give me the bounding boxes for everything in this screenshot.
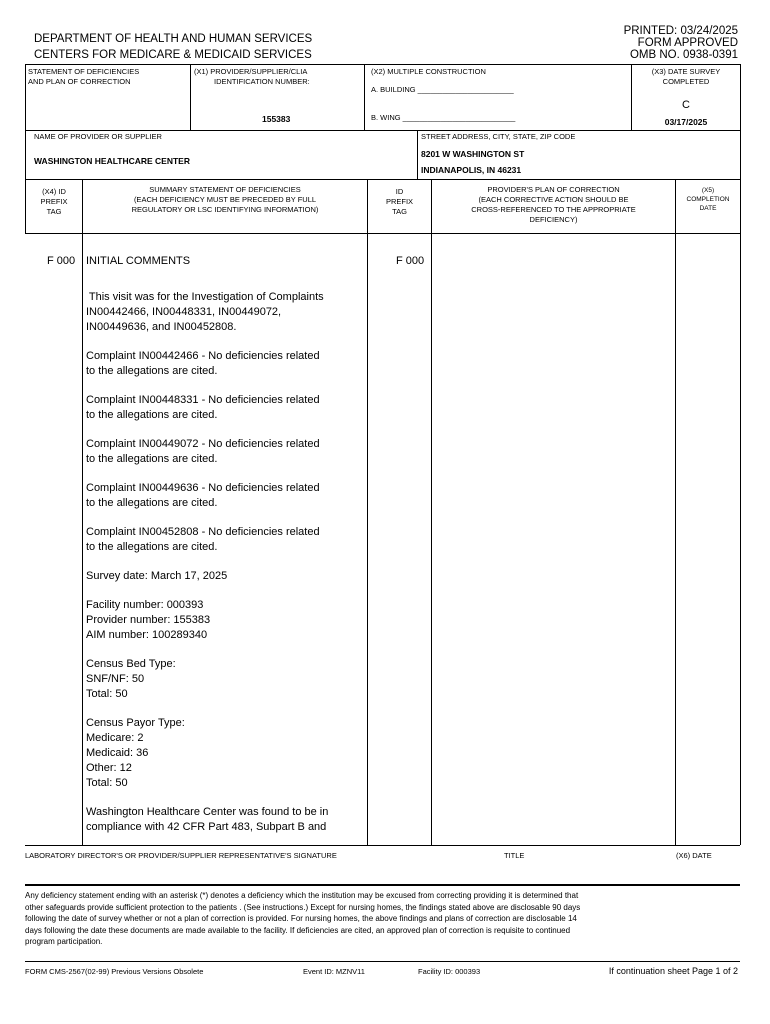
address-city: INDIANAPOLIS, IN 46231 <box>421 165 522 175</box>
comment-line: to the allegations are cited. <box>86 409 218 421</box>
continuation-note: If continuation sheet Page 1 of 2 <box>608 966 738 976</box>
tag-prefix-left: F 000 <box>47 255 76 267</box>
comment-line: Medicare: 2 <box>86 732 144 744</box>
disclaimer-line: following the date of survey whether or not a plan of correction is provided. For nursing homes, the above findings and plans of correction are disclosable 14 <box>25 914 577 923</box>
comment-line: Census Bed Type: <box>86 658 176 670</box>
form-approved: FORM APPROVED <box>637 37 738 49</box>
statement-label: STATEMENT OF DEFICIENCIES AND PLAN OF CORRECTION <box>28 67 140 86</box>
comment-line: compliance with 42 CFR Part 483, Subpart B and <box>86 821 327 833</box>
facility-id: Facility ID: 000393 <box>418 967 481 976</box>
x3-label: (X3) DATE SURVEY COMPLETED <box>651 67 721 86</box>
x2-wing: B. WING ___________________________ <box>371 113 516 122</box>
comment-line: to the allegations are cited. <box>86 453 218 465</box>
omb-number: OMB NO. 0938-0391 <box>629 49 738 61</box>
disclaimer-line: Any deficiency statement ending with an asterisk (*) denotes a deficiency which the institution may be excused from correcting providing it is determined that <box>25 891 579 900</box>
comment-line: Provider number: 155383 <box>86 614 211 626</box>
address-label: STREET ADDRESS, CITY, STATE, ZIP CODE <box>421 132 576 141</box>
comment-line: Washington Healthcare Center was found to be in <box>86 806 329 818</box>
event-id: Event ID: MZNV11 <box>303 967 365 976</box>
comment-line: IN00442466, IN00448331, IN00449072, <box>86 306 282 318</box>
comment-line: Total: 50 <box>86 777 128 789</box>
disclaimer-line: program participation. <box>25 937 103 946</box>
comment-line: Census Payor Type: <box>86 717 185 729</box>
comment-line: Other: 12 <box>86 762 132 774</box>
title-label: TITLE <box>504 851 525 860</box>
x3-c: C <box>682 99 690 111</box>
tag-prefix-right: F 000 <box>396 255 425 267</box>
comment-line: Complaint IN00452808 - No deficiencies related <box>86 526 320 538</box>
comment-paragraph <box>86 349 366 379</box>
section-title: INITIAL COMMENTS <box>86 255 191 267</box>
signature-label: LABORATORY DIRECTOR'S OR PROVIDER/SUPPLIER REPRESENTATIVE'S SIGNATURE <box>25 851 337 860</box>
address-street: 8201 W WASHINGTON ST <box>421 149 525 159</box>
comment-line: Facility number: 000393 <box>86 599 204 611</box>
comment-paragraph <box>86 569 366 584</box>
comment-line: to the allegations are cited. <box>86 541 218 553</box>
comment-line: to the allegations are cited. <box>86 365 218 377</box>
comment-paragraph <box>86 598 366 643</box>
provider-label: NAME OF PROVIDER OR SUPPLIER <box>34 132 162 141</box>
comment-paragraph <box>86 805 366 835</box>
comment-paragraph <box>86 657 366 702</box>
comment-line: Complaint IN00442466 - No deficiencies related <box>86 350 320 362</box>
comment-line: Complaint IN00449636 - No deficiencies related <box>86 482 320 494</box>
comment-line: Complaint IN00448331 - No deficiencies related <box>86 394 320 406</box>
disclaimer-line: other safeguards provide sufficient protection to the patients . (See instructions.) Except for nursing homes, the findings stated above are disclosable 90 days <box>25 902 581 912</box>
plan-header: PROVIDER'S PLAN OF CORRECTION (EACH CORRECTIVE ACTION SHOULD BE CROSS-REFERENCED TO THE APPROPRIATE DEFICIENCY) <box>471 185 636 224</box>
comment-line: Total: 50 <box>86 688 128 700</box>
survey-date: 03/17/2025 <box>664 117 708 127</box>
disclaimer-line: days following the date these documents are made available to the facility. If deficiencies are cited, an approved plan of correction is requisite to continued <box>25 925 571 935</box>
comment-line: Survey date: March 17, 2025 <box>86 570 228 582</box>
date-label: (X6) DATE <box>676 851 712 860</box>
provider-number: 155383 <box>262 114 291 124</box>
disclaimer <box>25 890 580 948</box>
comment-paragraph <box>86 525 366 555</box>
comment-line: Complaint IN00449072 - No deficiencies related <box>86 438 320 450</box>
comments-body <box>86 290 366 849</box>
comment-paragraph <box>86 716 366 791</box>
x2-building: A. BUILDING _______________________ <box>371 85 514 94</box>
x5-header: (X5) COMPLETION DATE <box>686 187 730 212</box>
comment-line: Medicaid: 36 <box>86 747 149 759</box>
comment-line: to the allegations are cited. <box>86 497 218 509</box>
comment-paragraph <box>86 393 366 423</box>
summary-header: SUMMARY STATEMENT OF DEFICIENCIES (EACH DEFICIENCY MUST BE PRECEDED BY FULL REGULATORY OR LSC IDENTIFYING INFORMATION) <box>131 185 319 214</box>
comment-line: IN00449636, and IN00452808. <box>86 321 237 333</box>
x1-label: (X1) PROVIDER/SUPPLIER/CLIA IDENTIFICATION NUMBER: <box>194 67 310 86</box>
printed-date: PRINTED: 03/24/2025 <box>623 25 738 37</box>
form-number: FORM CMS-2567(02-99) Previous Versions Obsolete <box>25 967 204 976</box>
id-header: ID PREFIX TAG <box>385 187 414 216</box>
department-title: DEPARTMENT OF HEALTH AND HUMAN SERVICES <box>34 33 313 45</box>
comment-line: SNF/NF: 50 <box>86 673 145 685</box>
comment-line: AIM number: 100289340 <box>86 629 208 641</box>
comment-paragraph <box>86 290 366 335</box>
provider-name: WASHINGTON HEALTHCARE CENTER <box>34 156 190 166</box>
comment-paragraph <box>86 481 366 511</box>
x4-header: (X4) ID PREFIX TAG <box>40 187 68 216</box>
comment-line: This visit was for the Investigation of Complaints <box>86 291 324 303</box>
comment-paragraph <box>86 437 366 467</box>
agency-title: CENTERS FOR MEDICARE & MEDICAID SERVICES <box>34 49 312 61</box>
x2-label: (X2) MULTIPLE CONSTRUCTION <box>371 67 486 76</box>
